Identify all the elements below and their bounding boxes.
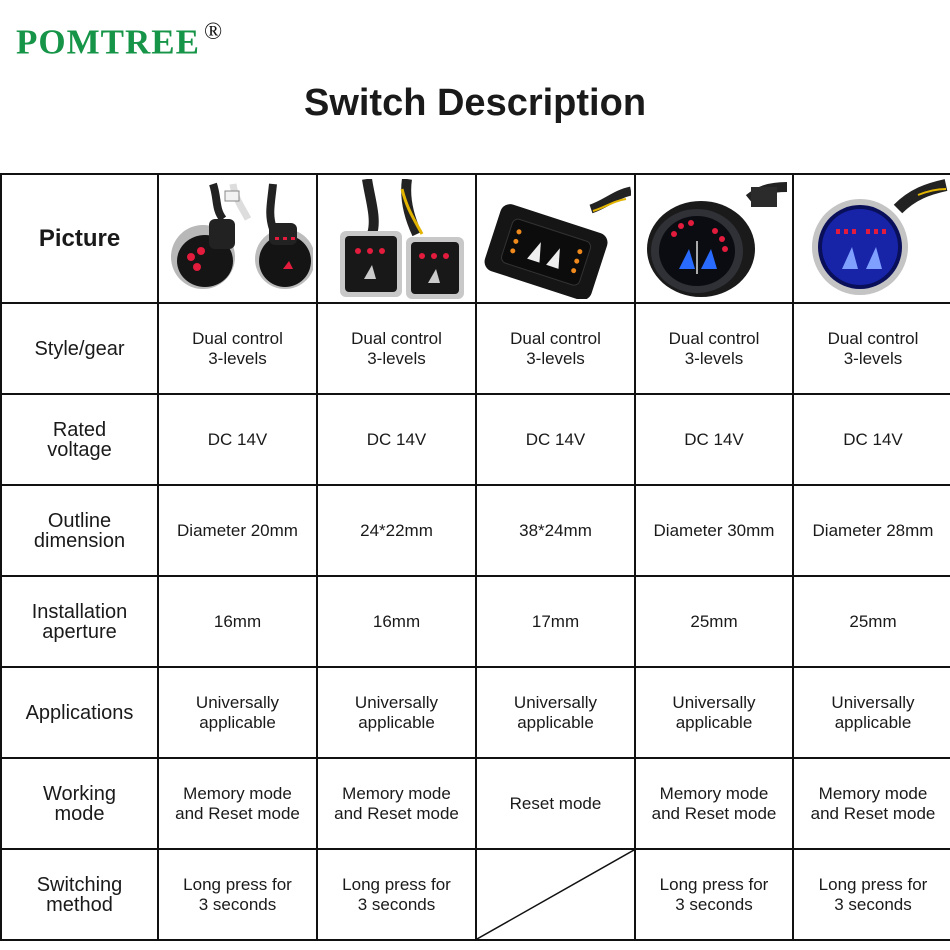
table-cell: Dual control 3-levels <box>317 303 476 394</box>
picture-cell <box>476 174 635 303</box>
table-cell: Reset mode <box>476 758 635 849</box>
row-applications <box>1 667 950 758</box>
picture-cell <box>635 174 793 303</box>
rectangular-switch-icon <box>481 179 631 299</box>
table-cell: Dual control 3-levels <box>476 303 635 394</box>
table-cell: Long press for 3 seconds <box>317 849 476 940</box>
row-label-picture: Picture <box>1 174 158 303</box>
table-cell: Universally applicable <box>317 667 476 758</box>
table-cell: DC 14V <box>158 394 317 485</box>
round-dual-switch-icon <box>163 179 313 299</box>
brand-logo <box>16 10 223 67</box>
table-cell: Dual control 3-levels <box>635 303 793 394</box>
row-picture <box>1 174 950 303</box>
row-label-working: Working mode <box>1 758 158 849</box>
table-cell: Long press for 3 seconds <box>793 849 950 940</box>
row-label-applications: Applications <box>1 667 158 758</box>
table-cell: Memory mode and Reset mode <box>635 758 793 849</box>
row-aperture <box>1 576 950 667</box>
round-blue-panel-switch-icon <box>798 179 948 299</box>
table-cell: 38*24mm <box>476 485 635 576</box>
table-cell: 24*22mm <box>317 485 476 576</box>
table-cell: DC 14V <box>317 394 476 485</box>
row-outline <box>1 485 950 576</box>
table-cell: DC 14V <box>793 394 950 485</box>
picture-cell <box>158 174 317 303</box>
table-cell: Memory mode and Reset mode <box>793 758 950 849</box>
table-cell: 16mm <box>158 576 317 667</box>
table-cell: Long press for 3 seconds <box>635 849 793 940</box>
round-blue-led-switch-icon <box>639 179 789 299</box>
table-cell: Universally applicable <box>793 667 950 758</box>
row-working <box>1 758 950 849</box>
picture-cell <box>793 174 950 303</box>
table-cell: Memory mode and Reset mode <box>317 758 476 849</box>
square-dual-switch-icon <box>322 179 472 299</box>
row-label-outline: Outline dimension <box>1 485 158 576</box>
empty-cell-diagonal <box>476 849 635 940</box>
diagonal-line <box>477 850 634 939</box>
table-cell: Diameter 28mm <box>793 485 950 576</box>
brand-name: POMTREE <box>16 22 200 62</box>
table-cell: Universally applicable <box>158 667 317 758</box>
table-cell: Dual control 3-levels <box>158 303 317 394</box>
table-cell: DC 14V <box>476 394 635 485</box>
row-label-switching: Switching method <box>1 849 158 940</box>
spec-table <box>0 173 950 941</box>
registered-mark: ® <box>203 19 224 45</box>
table-cell: Universally applicable <box>476 667 635 758</box>
table-cell: 17mm <box>476 576 635 667</box>
table-cell: Memory mode and Reset mode <box>158 758 317 849</box>
table-cell: 25mm <box>793 576 950 667</box>
row-voltage <box>1 394 950 485</box>
row-label-aperture: Installation aperture <box>1 576 158 667</box>
table-cell: Diameter 20mm <box>158 485 317 576</box>
table-cell: 25mm <box>635 576 793 667</box>
table-cell: DC 14V <box>635 394 793 485</box>
table-cell: 16mm <box>317 576 476 667</box>
page-title: Switch Description <box>303 82 647 124</box>
row-style <box>1 303 950 394</box>
row-label-voltage: Rated voltage <box>1 394 158 485</box>
table-cell: Dual control 3-levels <box>793 303 950 394</box>
row-switching <box>1 849 950 940</box>
table-cell: Diameter 30mm <box>635 485 793 576</box>
row-label-style: Style/gear <box>1 303 158 394</box>
picture-cell <box>317 174 476 303</box>
table-cell: Long press for 3 seconds <box>158 849 317 940</box>
table-cell: Universally applicable <box>635 667 793 758</box>
